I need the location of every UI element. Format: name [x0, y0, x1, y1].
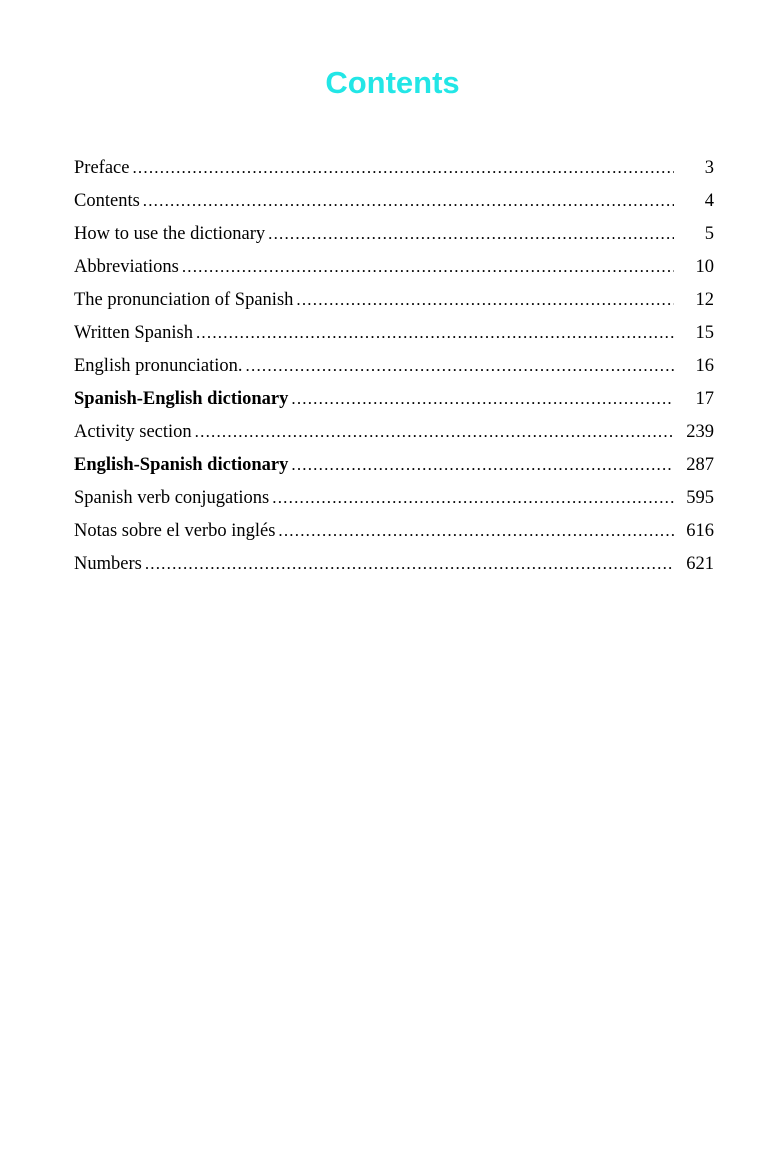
toc-entry-page: 10 [695, 257, 714, 277]
toc-leader-dots [246, 349, 674, 382]
toc-entry-page: 239 [686, 422, 714, 442]
toc-entry[interactable] [74, 217, 714, 250]
toc-leader-dots [278, 514, 674, 547]
page-title: Contents [325, 65, 460, 100]
toc-leader-dots [268, 217, 674, 250]
toc-entry-page: 5 [704, 224, 714, 244]
toc-leader-dots [143, 184, 674, 217]
toc-leader-dots [145, 547, 674, 580]
toc-entry-label: How to use the dictionary [74, 224, 266, 244]
toc-entry-label: Written Spanish [74, 323, 193, 343]
toc-leader-dots [291, 382, 674, 415]
toc-leader-dots [272, 481, 674, 514]
toc-entry-page: 621 [686, 554, 714, 574]
toc-entry-label: Numbers [74, 554, 142, 574]
toc-entry[interactable] [74, 514, 714, 547]
toc-entry-page: 12 [695, 290, 714, 310]
toc-entry-page: 595 [686, 488, 714, 508]
toc-entry-label: The pronunciation of Spanish [74, 290, 294, 310]
toc-entry[interactable] [74, 547, 714, 580]
table-of-contents [74, 151, 714, 580]
toc-entry[interactable] [74, 481, 714, 514]
toc-entry-label: English-Spanish dictionary [74, 455, 289, 475]
toc-entry-label: Abbreviations [74, 257, 179, 277]
toc-entry-page: 17 [695, 389, 714, 409]
toc-entry-page: 616 [686, 521, 714, 541]
toc-entry[interactable] [74, 250, 714, 283]
toc-entry-label: Preface [74, 158, 130, 178]
toc-entry-page: 15 [695, 323, 714, 343]
toc-entry-label: Spanish-English dictionary [74, 389, 289, 409]
toc-entry-page: 16 [695, 356, 714, 376]
toc-entry[interactable] [74, 151, 714, 184]
toc-entry[interactable] [74, 349, 714, 382]
toc-entry[interactable] [74, 415, 714, 448]
toc-entry-page: 4 [704, 191, 714, 211]
toc-entry-label: Contents [74, 191, 140, 211]
toc-entry[interactable] [74, 316, 714, 349]
toc-entry-page: 287 [686, 455, 714, 475]
toc-entry[interactable] [74, 283, 714, 316]
toc-entry[interactable] [74, 382, 714, 415]
toc-leader-dots [132, 151, 674, 184]
toc-leader-dots [291, 448, 674, 481]
toc-leader-dots [296, 283, 674, 316]
toc-leader-dots [196, 316, 674, 349]
toc-entry[interactable] [74, 184, 714, 217]
toc-entry[interactable] [74, 448, 714, 481]
toc-leader-dots [195, 415, 674, 448]
toc-entry-page: 3 [704, 158, 714, 178]
toc-entry-label: Notas sobre el verbo inglés [74, 521, 276, 541]
toc-leader-dots [182, 250, 674, 283]
toc-entry-label: Activity section [74, 422, 192, 442]
toc-entry-label: English pronunciation. [74, 356, 243, 376]
toc-entry-label: Spanish verb conjugations [74, 488, 270, 508]
